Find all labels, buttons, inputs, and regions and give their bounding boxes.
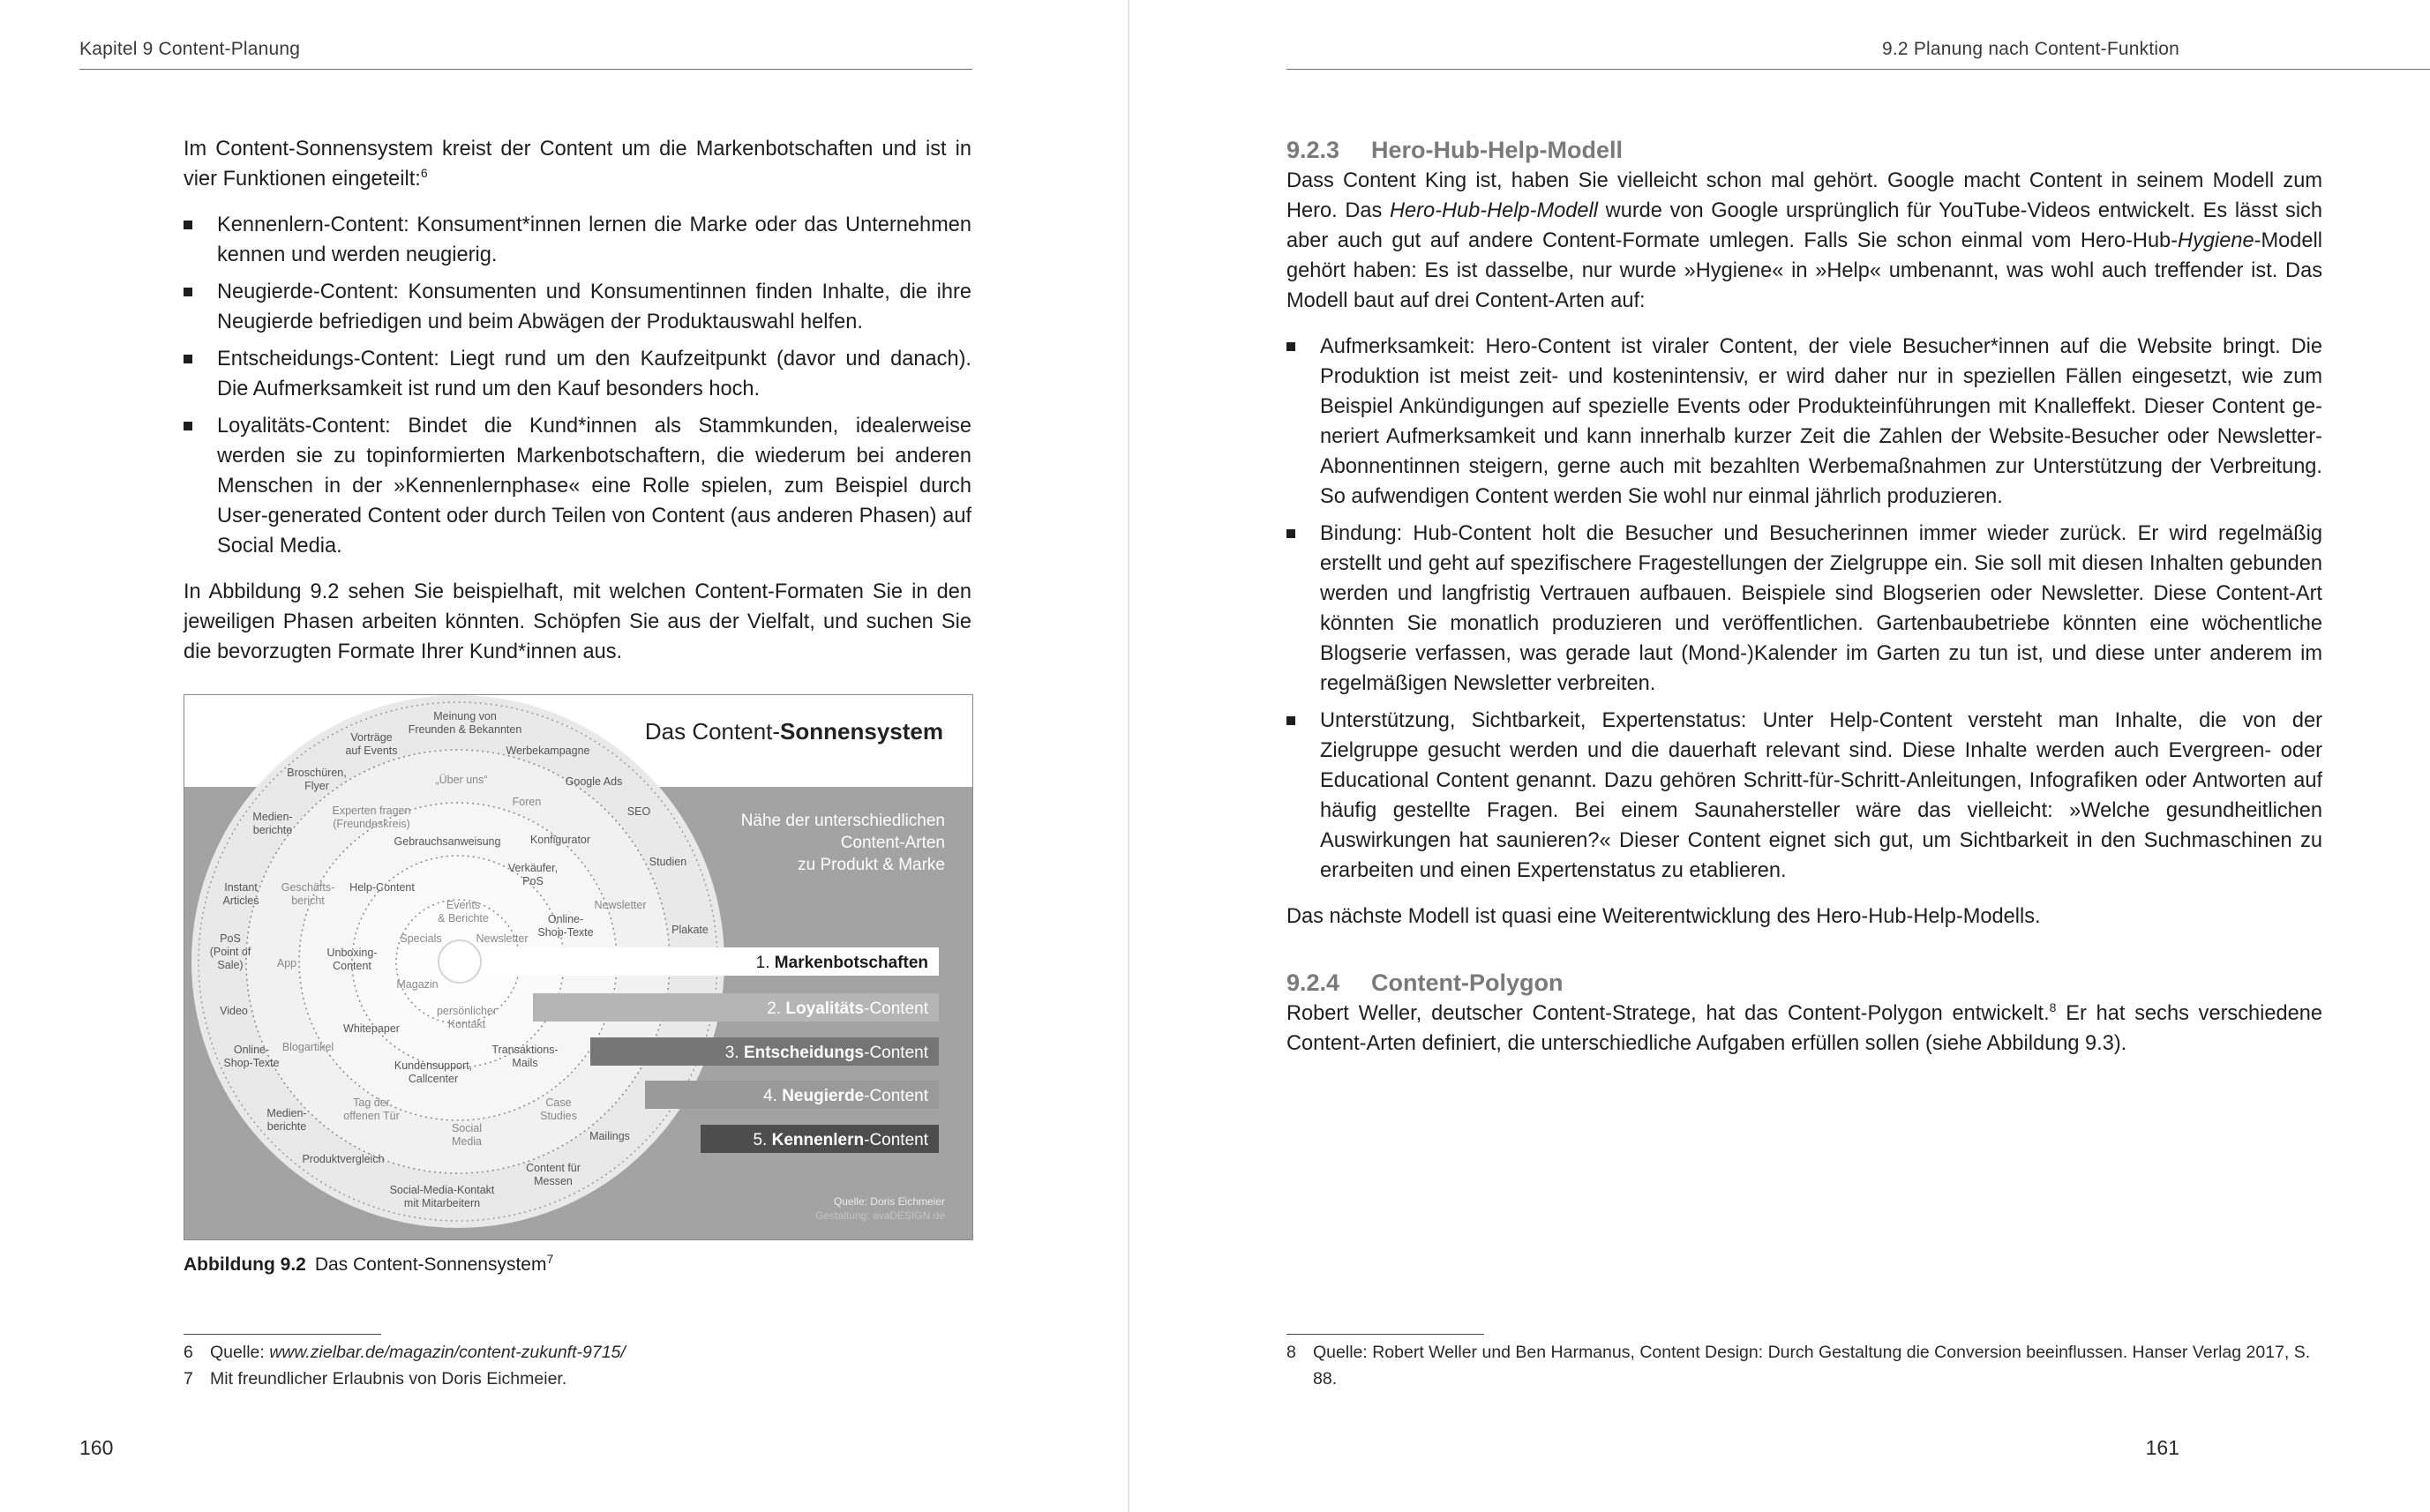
svg-text:Meinung von: Meinung von — [433, 710, 497, 722]
svg-text:Studies: Studies — [540, 1110, 577, 1122]
svg-text:Online-: Online- — [233, 1044, 270, 1056]
figure-credit-design: Gestaltung: avaDESIGN.de — [815, 1209, 945, 1222]
svg-text:Gebrauchsanweisung: Gebrauchsanweisung — [394, 835, 501, 848]
svg-text:Sale): Sale) — [217, 959, 244, 971]
content-function-list — [184, 210, 971, 561]
svg-text:& Berichte: & Berichte — [438, 912, 489, 924]
footnote-rule-right — [1286, 1334, 1484, 1335]
svg-text:Unboxing-: Unboxing- — [326, 947, 378, 959]
footnote-rule-left — [184, 1334, 381, 1335]
svg-text:Geschäfts-: Geschäfts- — [281, 881, 335, 894]
svg-text:Magazin: Magazin — [396, 978, 439, 991]
svg-text:(Point of: (Point of — [209, 946, 251, 958]
svg-text:Flyer: Flyer — [304, 780, 329, 792]
sun-core — [439, 940, 481, 983]
footnote-ref-8[interactable]: 8 — [2049, 1000, 2057, 1015]
svg-text:„Über uns“: „Über uns“ — [435, 774, 488, 786]
ring-label-1: 1. Markenbotschaften — [755, 954, 928, 972]
svg-text:Google Ads: Google Ads — [565, 775, 623, 788]
ring-label-4: 4. Neugierde-Content — [763, 1087, 928, 1105]
svg-text:Content: Content — [333, 960, 371, 972]
svg-text:bericht: bericht — [291, 894, 325, 907]
figure-title: Das Content-Sonnensystem — [644, 718, 943, 745]
list-item: Unterstützung, Sichtbarkeit, Expertenstatus: Unter Help-Content versteht man Inhalte, die von der Zielgruppe gesucht werden und die dauerhaft relevant sind. Diese Inhalte werden auch Evergreen- oder Educational Content genannt. Dazu gehören Schritt-für-Schritt-Anleitungen, Infografiken oder Antworten auf häufig gestellte Fragen. Bei einem Saunahersteller wäre das vielleicht: »Welche gesundheitlichen Auswirkungen hat saunieren?« Dieser Content eignet sich gut, um Sichtbarkeit in den Suchmaschinen zu erarbeiten und einen Expertenstatus zu etablieren. — [1286, 706, 2322, 886]
svg-text:Medien-: Medien- — [252, 811, 293, 823]
list-item: Bindung: Hub-Content holt die Besucher und Besucherinnen immer wieder zurück. Er wird regelmäßig erstellt und geht auf spezifischere Fragestellungen der Zielgruppe ein. Sie soll mit diesen Inhalten gebunden werden und langfristig Vertrauen aufbauen. Beispiele sind Blogserien oder Newsletter. Diese Content-Art könnten Sie monatlich produzieren und veröffentlichen. Gartenbaubetriebe könnten eine wöchentliche Blogserie verfassen, was gerade laut (Mond-)Kalender im Garten zu tun ist, und diese unter anderem im regelmäßigen Newsletter verbreiten. — [1286, 519, 2322, 699]
svg-text:Social: Social — [451, 1122, 483, 1134]
svg-text:Help-Content: Help-Content — [349, 881, 415, 894]
svg-text:Broschüren,: Broschüren, — [287, 767, 347, 779]
svg-text:Events: Events — [446, 899, 481, 911]
svg-text:Shop-Texte: Shop-Texte — [537, 926, 594, 939]
svg-text:Konfigurator: Konfigurator — [529, 834, 591, 846]
left-body-text — [184, 134, 971, 683]
svg-text:mit Mitarbeitern: mit Mitarbeitern — [403, 1197, 481, 1209]
svg-text:Produktvergleich: Produktvergleich — [302, 1153, 385, 1165]
svg-text:Instant: Instant — [224, 881, 258, 894]
svg-text:Plakate: Plakate — [671, 924, 709, 936]
svg-text:Foren: Foren — [512, 796, 542, 808]
svg-text:Mailings: Mailings — [589, 1130, 630, 1142]
footnotes-right — [1286, 1339, 2322, 1392]
svg-text:Medien-: Medien- — [266, 1107, 307, 1119]
running-head-right: 9.2 Planung nach Content-Funktion — [1882, 39, 2179, 59]
svg-text:Case: Case — [545, 1097, 572, 1109]
list-item: Aufmerksamkeit: Hero-Content ist viraler Content, der viele Besucher*innen auf die Website bringt. Die Produktion ist meist zeit- und kostenintensiv, er wird daher nur in speziellen Fällen eingesetzt, wie zum Beispiel Ankündigungen auf spezielle Events oder Produkteinführungen mit Knalleffekt. Dieser Content generiert Aufmerksamkeit und kann innerhalb kurzer Zeit die Zahlen der Website-Besucher oder Newsletter-Abonnentinnen steigern, gerne auch mit bezahlten Werbemaßnahmen zur Unterstützung der Verbreitung. So aufwendigen Content werden Sie wohl nur einmal jährlich produzieren. — [1286, 332, 2322, 512]
footnote-6: 6 Quelle: www.zielbar.de/magazin/content-zukunft-9715/ — [184, 1343, 626, 1362]
svg-text:Social-Media-Kontakt: Social-Media-Kontakt — [389, 1184, 495, 1196]
svg-text:berichte: berichte — [266, 1120, 307, 1133]
list-item: Neugierde-Content: Konsumenten und Konsumentinnen finden Inhalte, die ihre Neugierde befriedigen und beim Abwägen der Produktauswahl helfen. — [184, 277, 971, 337]
footnote-ref-7[interactable]: 7 — [546, 1252, 554, 1266]
content-polygon-paragraph: Robert Weller, deutscher Content-Stratege, hat das Content-Polygon entwickelt.$^8$ Er hat sechs verschiedene Content-Arten definiert, die unterschiedliche Aufgaben erfüllen sollen (siehe Abbildung 9.3). — [1286, 1000, 2322, 1055]
svg-text:Newsletter: Newsletter — [594, 899, 647, 911]
sonnensystem-diagram — [184, 695, 972, 1239]
svg-text:Content-Arten: Content-Arten — [840, 834, 945, 852]
list-item: Loyalitäts-Content: Bindet die Kund*innen als Stammkunden, idealerweise werden sie zu topinformierten Markenbotschaftern, die wiederum bei anderen Menschen in der »Kennenlernphase« eine Rolle spielen, zum Beispiel durch User-generated Content oder durch Teilen von Content (aus anderen Phasen) auf Social Media. — [184, 411, 971, 561]
svg-text:Freunden & Bekannten: Freunden & Bekannten — [408, 723, 522, 736]
svg-text:Tag der: Tag der — [353, 1097, 390, 1109]
svg-text:zu Produkt & Marke: zu Produkt & Marke — [798, 856, 945, 874]
footnote-7: 7 Mit freundlicher Erlaubnis von Doris Eichmeier. — [184, 1369, 567, 1388]
svg-text:Newsletter: Newsletter — [476, 932, 529, 945]
header-rule-right — [1286, 69, 2430, 70]
svg-text:Kontakt: Kontakt — [447, 1018, 486, 1030]
svg-text:PoS: PoS — [220, 932, 241, 945]
right-page — [1129, 0, 2323, 1512]
left-page — [0, 0, 1129, 1512]
list-item: Entscheidungs-Content: Liegt rund um den Kaufzeitpunkt (davor und danach). Die Aufmerksamkeit ist rund um den Kauf besonders hoch. — [184, 344, 971, 404]
ring-label-2: 2. Loyalitäts-Content — [767, 999, 928, 1018]
intro-paragraph: Im Content-Sonnensystem kreist der Content um die Markenbotschaften und ist in vier Funktionen eingeteilt:$^6$ — [184, 138, 971, 191]
svg-text:Media: Media — [451, 1135, 483, 1148]
svg-text:Vorträge: Vorträge — [350, 731, 393, 744]
svg-text:Blogartikel: Blogartikel — [281, 1041, 334, 1053]
section-heading-9-2-4: 9.2.4 Content-Polygon — [1286, 969, 1564, 996]
content-types-list — [1286, 332, 2322, 886]
figure-caption: Abbildung 9.2 Das Content-Sonnensystem$^7$ — [184, 1252, 554, 1275]
header-rule-left — [79, 69, 972, 70]
svg-text:Shop-Texte: Shop-Texte — [223, 1057, 280, 1069]
svg-text:Specials: Specials — [400, 932, 442, 945]
svg-text:Callcenter: Callcenter — [408, 1073, 459, 1085]
right-body-text — [1286, 134, 2322, 1074]
svg-text:Online-: Online- — [547, 913, 584, 925]
svg-text:Mails: Mails — [512, 1057, 538, 1069]
svg-text:Nähe der unterschiedlichen: Nähe der unterschiedlichen — [740, 812, 945, 830]
footnote-ref-6[interactable]: 6 — [420, 166, 428, 181]
svg-text:Video: Video — [220, 1005, 248, 1017]
svg-text:App: App — [276, 957, 297, 969]
hero-hub-help-closing: Das nächste Modell ist quasi eine Weiterentwicklung des Hero-Hub-Help-Modells. — [1286, 905, 2041, 928]
page-number-right: 161 — [2145, 1436, 2179, 1459]
svg-text:Articles: Articles — [222, 894, 259, 907]
figure-credit-source: Quelle: Doris Eichmeier — [833, 1195, 945, 1208]
content-sonnensystem-figure — [184, 694, 973, 1240]
page-number-left: 160 — [79, 1436, 114, 1459]
ring-label-3: 3. Entscheidungs-Content — [724, 1044, 928, 1062]
svg-text:PoS: PoS — [522, 875, 544, 887]
svg-text:auf Events: auf Events — [345, 745, 398, 757]
svg-text:Content für: Content für — [526, 1162, 581, 1174]
svg-text:Whitepaper: Whitepaper — [343, 1022, 400, 1035]
svg-text:berichte: berichte — [252, 824, 293, 836]
svg-text:SEO: SEO — [626, 805, 651, 818]
footnotes-left — [184, 1339, 971, 1392]
running-head-left: Kapitel 9 Content-Planung — [79, 39, 301, 59]
svg-text:Experten fragen: Experten fragen — [332, 805, 411, 817]
figure-intro-paragraph: In Abbildung 9.2 sehen Sie beispielhaft, mit welchen Content-Formaten Sie in den jeweiligen Phasen arbeiten könnten. Schöpfen Sie aus der Vielfalt, und suchen Sie die bevorzugten Formate Ihrer Kund*innen aus. — [184, 580, 971, 663]
svg-text:Werbekampagne: Werbekampagne — [506, 745, 590, 757]
svg-text:Studien: Studien — [649, 856, 687, 868]
svg-text:offenen Tür: offenen Tür — [343, 1110, 400, 1122]
footnote-8: 8 Quelle: Robert Weller und Ben Harmanus, Content Design: Durch Gestaltung die Conversion beeinflussen. Hanser Verlag 2017, S. 88. — [1286, 1343, 2311, 1388]
footnote-link[interactable]: www.zielbar.de/magazin/content-zukunft-9715/ — [269, 1343, 626, 1362]
svg-text:Kundensupport,: Kundensupport, — [394, 1059, 473, 1072]
svg-text:Verkäufer,: Verkäufer, — [507, 862, 559, 874]
ring-label-5: 5. Kennenlern-Content — [753, 1131, 928, 1149]
section-heading-9-2-3: 9.2.3 Hero-Hub-Help-Modell — [1286, 137, 1623, 163]
svg-text:persönlicher: persönlicher — [436, 1005, 498, 1017]
svg-text:(Freundeskreis): (Freundeskreis) — [333, 818, 410, 830]
svg-text:Transaktions-: Transaktions- — [491, 1044, 559, 1056]
svg-text:Messen: Messen — [534, 1175, 573, 1187]
hero-hub-help-intro: Dass Content King ist, haben Sie vielleicht schon mal gehört. Google macht Content in seinem Modell zum Hero. Das Hero-Hub-Help-Modell wurde von Google ursprünglich für YouTube-Videos entwickelt. Es lässt sich aber auch gut auf andere Content-Formate umlegen. Falls Sie schon einmal vom Hero-Hub-Hygiene-Modell gehört haben: Es ist dasselbe, nur wurde »Hygiene« in »Help« umbenannt, was wohl auch treffender ist. Das Modell baut auf drei Content-Arten auf: — [1286, 169, 2323, 312]
list-item: Kennenlern-Content: Konsument*innen lernen die Marke oder das Unternehmen kennen und werden neugierig. — [184, 210, 971, 270]
